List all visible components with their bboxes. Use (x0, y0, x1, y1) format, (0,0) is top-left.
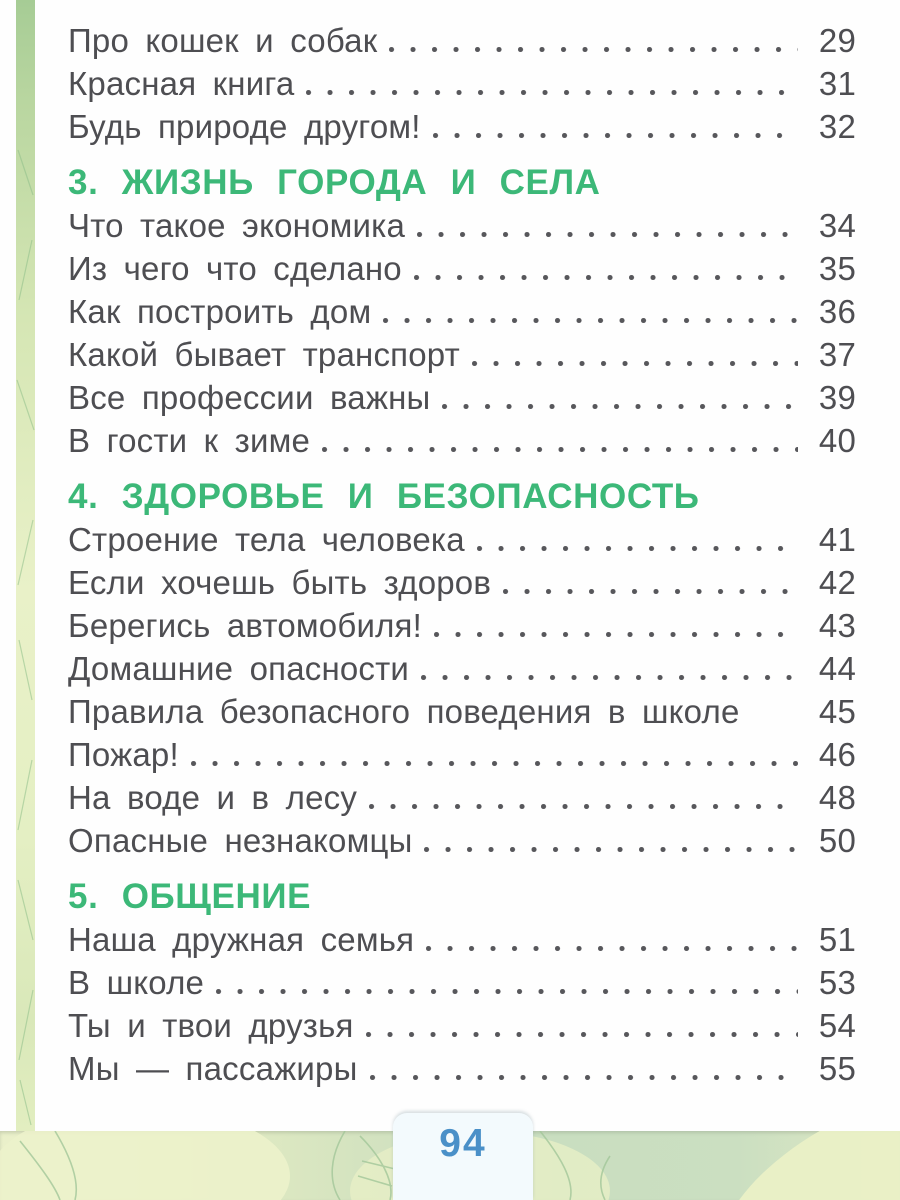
toc-entry-page: 55 (818, 1050, 856, 1087)
toc-entry-title: Если хочешь быть здоров (68, 564, 492, 601)
toc-entry-title: Что такое экономика (68, 207, 406, 244)
toc-entry-page: 48 (818, 779, 856, 816)
dot-leader (389, 47, 798, 52)
dot-leader (442, 404, 798, 409)
toc-entry-title: Пожар! (68, 736, 179, 773)
dot-leader (322, 447, 798, 452)
toc-entry-page: 41 (818, 521, 856, 558)
toc-entry-title: Берегись автомобиля! (68, 607, 422, 644)
dot-leader (383, 318, 798, 323)
toc-entry-title: В школе (68, 964, 205, 1001)
toc-entry-title: Ты и твои друзья (68, 1007, 354, 1044)
dot-leader (433, 133, 798, 138)
dot-leader (477, 546, 798, 551)
toc-entry (68, 604, 856, 647)
page-number-tab (393, 1113, 533, 1200)
toc-entry (68, 819, 856, 862)
dot-leader (421, 675, 798, 680)
toc-entry (68, 961, 856, 1004)
dot-leader (369, 804, 798, 809)
dot-leader (472, 361, 798, 366)
dot-leader (503, 589, 798, 594)
toc-entry-title: Из чего что сделано (68, 250, 402, 287)
dot-leader (191, 761, 798, 766)
toc-entry (68, 105, 856, 148)
toc-entry-title: В гости к зиме (68, 422, 311, 459)
toc-entry-page: 29 (818, 22, 856, 59)
toc-entry-page: 43 (818, 607, 856, 644)
toc-entry-page: 53 (818, 964, 856, 1001)
toc-entry-page: 46 (818, 736, 856, 773)
section-heading: 4. ЗДОРОВЬЕ И БЕЗОПАСНОСТЬ (68, 477, 700, 516)
toc-entry-title: Строение тела человека (68, 521, 465, 558)
toc-entry-page: 50 (818, 822, 856, 859)
toc-entry-title: Опасные незнакомцы (68, 822, 413, 859)
section-heading: 3. ЖИЗНЬ ГОРОДА И СЕЛА (68, 163, 601, 202)
toc-entry (68, 733, 856, 776)
toc-entry-title: Наша дружная семья (68, 921, 415, 958)
toc-entry-page: 31 (818, 65, 856, 102)
dot-leader (366, 1032, 798, 1037)
toc-entry-page: 40 (818, 422, 856, 459)
dot-leader (216, 989, 798, 994)
toc (68, 19, 856, 1090)
toc-entry-title: Все профессии важны (68, 379, 431, 416)
toc-entry (68, 518, 856, 561)
dot-leader (424, 847, 798, 852)
leaf-pattern-strip-icon (16, 0, 35, 1133)
toc-entry-title: На воде и в лесу (68, 779, 358, 816)
toc-entry (68, 1047, 856, 1090)
dot-leader (306, 90, 798, 95)
section-heading: 5. ОБЩЕНИЕ (68, 877, 312, 916)
toc-entry (68, 1004, 856, 1047)
toc-entry-title: Красная книга (68, 65, 295, 102)
toc-entry-title: Про кошек и собак (68, 22, 378, 59)
toc-entry-title: Как построить дом (68, 293, 372, 330)
toc-entry (68, 776, 856, 819)
toc-entry-page: 39 (818, 379, 856, 416)
toc-entry (68, 62, 856, 105)
toc-entry (68, 204, 856, 247)
page-number: 94 (439, 1122, 487, 1165)
toc-entry-page: 37 (818, 336, 856, 373)
toc-entry (68, 419, 856, 462)
toc-entry-page: 34 (818, 207, 856, 244)
dot-leader (434, 632, 798, 637)
toc-entry-page: 45 (818, 693, 856, 730)
toc-entry-page: 35 (818, 250, 856, 287)
toc-entry-page: 51 (818, 921, 856, 958)
toc-entry-page: 36 (818, 293, 856, 330)
toc-entry-page: 42 (818, 564, 856, 601)
toc-entry-title: Будь природе другом! (68, 108, 421, 145)
toc-entry (68, 290, 856, 333)
toc-entry (68, 647, 856, 690)
dot-leader (426, 946, 798, 951)
dot-leader (414, 275, 798, 280)
toc-entry-title: Мы — пассажиры (68, 1050, 358, 1087)
dot-leader (417, 232, 798, 237)
toc-entry-page: 44 (818, 650, 856, 687)
toc-entry (68, 376, 856, 419)
toc-entry (68, 247, 856, 290)
dot-leader (746, 718, 806, 723)
toc-entry (68, 690, 856, 733)
toc-entry (68, 561, 856, 604)
toc-entry-page: 32 (818, 108, 856, 145)
toc-entry-page: 54 (818, 1007, 856, 1044)
toc-entry (68, 19, 856, 62)
toc-entry-title: Какой бывает транспорт (68, 336, 460, 373)
toc-entry (68, 333, 856, 376)
dot-leader (370, 1075, 798, 1080)
toc-entry-title: Домашние опасности (68, 650, 410, 687)
toc-entry (68, 918, 856, 961)
toc-entry-title: Правила безопасного поведения в школе (68, 693, 740, 730)
